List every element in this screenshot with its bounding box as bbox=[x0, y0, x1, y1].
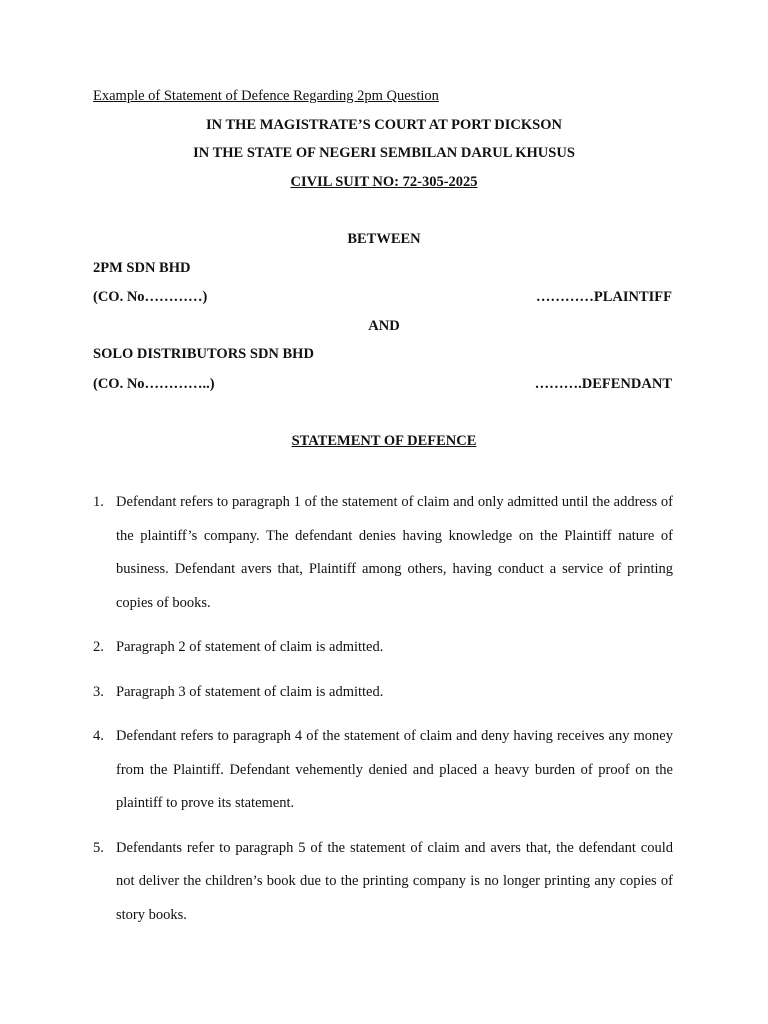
paragraph-item bbox=[93, 676, 673, 710]
section-title-wrapper bbox=[0, 433, 768, 450]
section-title: STATEMENT OF DEFENCE bbox=[291, 433, 477, 449]
and-separator: AND bbox=[368, 318, 400, 334]
defendant-name: SOLO DISTRIBUTORS SDN BHD bbox=[93, 346, 314, 362]
paragraph-text: Paragraph 3 of statement of claim is admitted. bbox=[116, 683, 384, 700]
example-heading: Example of Statement of Defence Regarding 2pm Question bbox=[93, 88, 439, 104]
paragraph-number: 1. bbox=[93, 494, 104, 510]
suit-number: CIVIL SUIT NO: 72-305-2025 bbox=[290, 174, 478, 190]
paragraph-text: Defendant refers to paragraph 4 of the statement of claim and deny having receives any money from the Plaintiff. Defendant vehemently denied and placed a heavy burden of proof on the plaintiff to prove its statement. bbox=[116, 728, 673, 811]
between-heading: BETWEEN bbox=[347, 231, 421, 247]
court-heading-line1: IN THE MAGISTRATE’S COURT AT PORT DICKSON bbox=[206, 117, 562, 133]
paragraph-text: Defendants refer to paragraph 5 of the statement of claim and avers that, the defendant could not deliver the children’s book due to the printing company is no longer printing any copies of story books. bbox=[116, 839, 673, 923]
paragraph-item bbox=[93, 832, 673, 933]
paragraph-text: Defendant refers to paragraph 1 of the statement of claim and only admitted until the address of the plaintiff’s company. The defendant denies having knowledge on the Plaintiff nature of business. Defendant avers that, Plaintiff among others, having conduct a service of printing copies of books. bbox=[116, 494, 673, 611]
plaintiff-name: 2PM SDN BHD bbox=[93, 260, 191, 276]
defence-paragraphs bbox=[93, 486, 673, 943]
paragraph-number: 4. bbox=[93, 728, 104, 744]
plaintiff-company-number: (CO. No…………) bbox=[93, 289, 208, 305]
paragraph-number: 2. bbox=[93, 639, 104, 655]
paragraph-item bbox=[93, 720, 673, 821]
defendant-company-number: (CO. No…………..) bbox=[93, 376, 215, 392]
plaintiff-role: …………PLAINTIFF bbox=[535, 289, 672, 305]
defendant-role: ……….DEFENDANT bbox=[534, 376, 672, 392]
paragraph-number: 5. bbox=[93, 839, 104, 856]
suit-number-wrapper bbox=[0, 174, 768, 191]
paragraph-item bbox=[93, 486, 673, 620]
paragraph-text: Paragraph 2 of statement of claim is admitted. bbox=[116, 639, 384, 655]
paragraph-item bbox=[93, 631, 673, 665]
court-heading-line2: IN THE STATE OF NEGERI SEMBILAN DARUL KHUSUS bbox=[193, 145, 575, 161]
paragraph-number: 3. bbox=[93, 683, 104, 700]
